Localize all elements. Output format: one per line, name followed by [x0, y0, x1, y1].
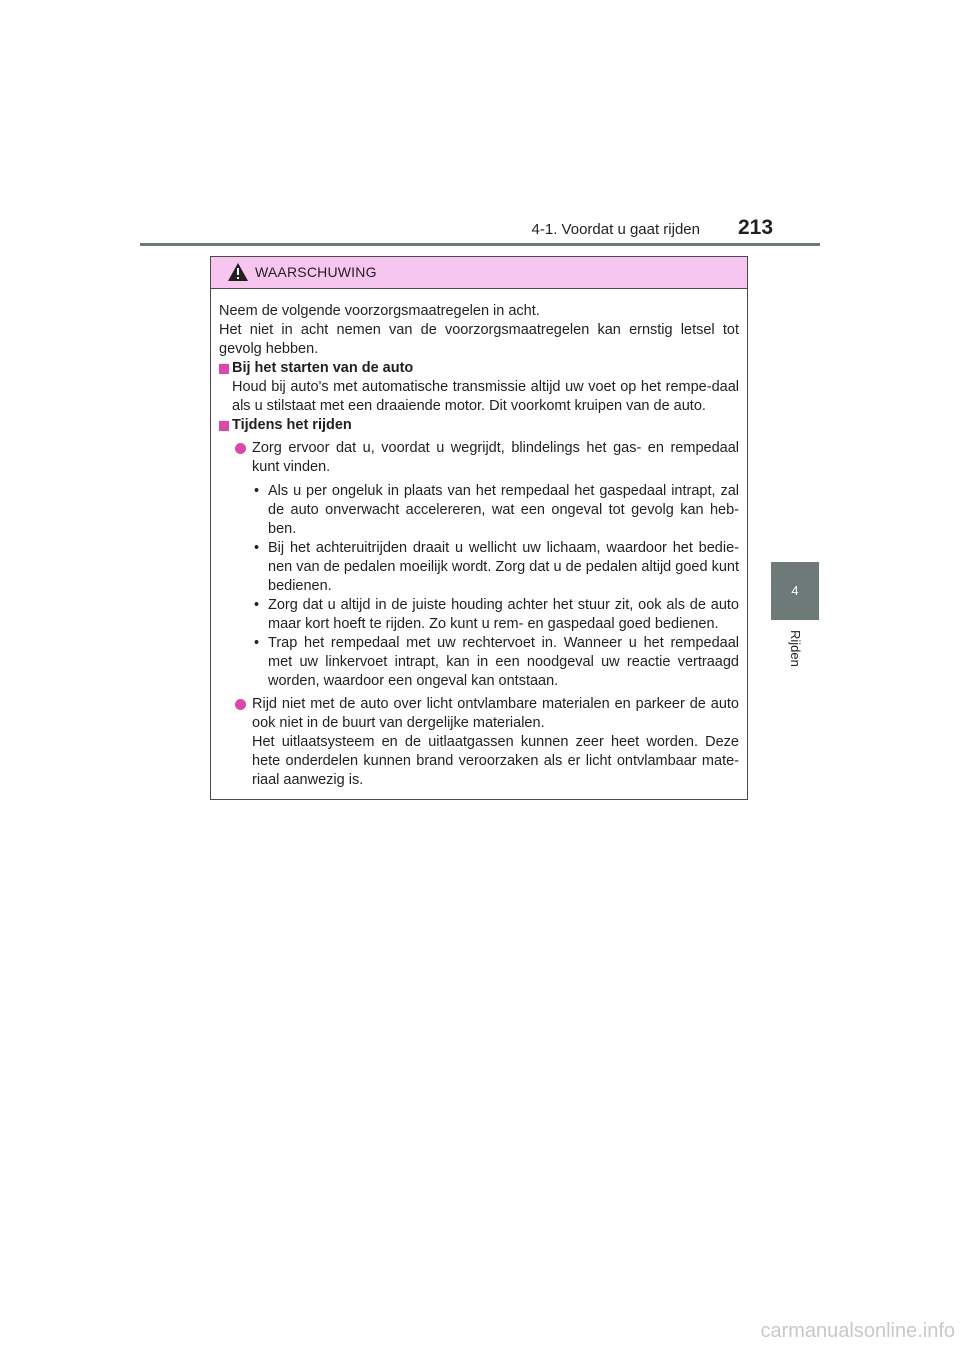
dot-marker-icon: • [254, 483, 260, 499]
watermark: carmanualsonline.info [760, 1320, 955, 1342]
bullet-item [219, 439, 739, 477]
bullet-text: Zorg ervoor dat u, voordat u wegrijdt, blindelings het gas- en rempedaal kunt vinden. [252, 440, 739, 475]
warning-title: WAARSCHUWING [255, 264, 377, 280]
sub-list [219, 482, 739, 691]
chapter-tab: 4 [771, 562, 819, 620]
circle-bullet-icon [235, 443, 246, 454]
circle-bullet-icon [235, 699, 246, 710]
section-heading [219, 359, 739, 378]
bullet-text-2: Het uitlaatsysteem en de uitlaatgassen kunnen zeer heet worden. Deze hete onderdelen kunnen brand veroorzaken als er licht ontvlambaar mate-riaal aanwezig is. [252, 734, 739, 788]
sub-item [252, 596, 739, 634]
square-bullet-icon [219, 421, 229, 431]
bullet-text: Rijd niet met de auto over licht ontvlambare materialen en parkeer de auto ook niet in de buurt van dergelijke materialen. [252, 696, 739, 731]
warning-intro-2: Het niet in acht nemen van de voorzorgsmaatregelen kan ernstig letsel tot gevolg hebben. [219, 322, 739, 357]
page-number: 213 [738, 216, 774, 239]
section-text: Houd bij auto's met automatische transmissie altijd uw voet op het rempe-daal als u stilstaat met een draaiende motor. Dit voorkomt kruipen van de auto. [232, 379, 739, 414]
dot-marker-icon: • [254, 597, 260, 613]
dot-marker-icon: • [254, 540, 260, 556]
dot-marker-icon: • [254, 635, 260, 651]
square-bullet-icon [219, 364, 229, 374]
sub-item [252, 634, 739, 691]
sub-item [252, 482, 739, 539]
bullet-item [219, 695, 739, 790]
warning-triangle-icon [227, 262, 249, 282]
sub-item-text: Zorg dat u altijd in de juiste houding achter het stuur zit, ook als de auto maar kort hoeft te rijden. Zo kunt u rem- en gaspedaal goed bedienen. [268, 597, 739, 632]
section-title: 4-1. Voordat u gaat rijden [531, 221, 700, 238]
chapter-label: Rijden [788, 630, 803, 667]
sub-item-text: Bij het achteruitrijden draait u wellicht uw lichaam, waardoor het bedie-nen van de pedalen moeilijk wordt. Zorg dat u de pedalen altijd goed kunt bedienen. [268, 540, 739, 594]
section-heading-text: Bij het starten van de auto [232, 360, 414, 376]
warning-box [210, 256, 748, 800]
sub-item-text: Als u per ongeluk in plaats van het rempedaal het gaspedaal intrapt, zal de auto onverwacht accelereren, wat een ongeval tot gevolg kan heb-ben. [268, 483, 739, 537]
section-heading [219, 416, 739, 435]
section-heading-text: Tijdens het rijden [232, 417, 352, 433]
header-divider [140, 243, 820, 246]
warning-body [211, 289, 747, 790]
warning-intro: Neem de volgende voorzorgsmaatregelen in acht. [219, 303, 540, 319]
warning-header [211, 257, 747, 289]
sub-item-text: Trap het rempedaal met uw rechtervoet in. Wanneer u het rempedaal met uw linkervoet intrapt, kan in een noodgeval uw reactie vertraagd worden, waardoor een ongeval kan ontstaan. [268, 635, 739, 689]
sub-item [252, 539, 739, 596]
